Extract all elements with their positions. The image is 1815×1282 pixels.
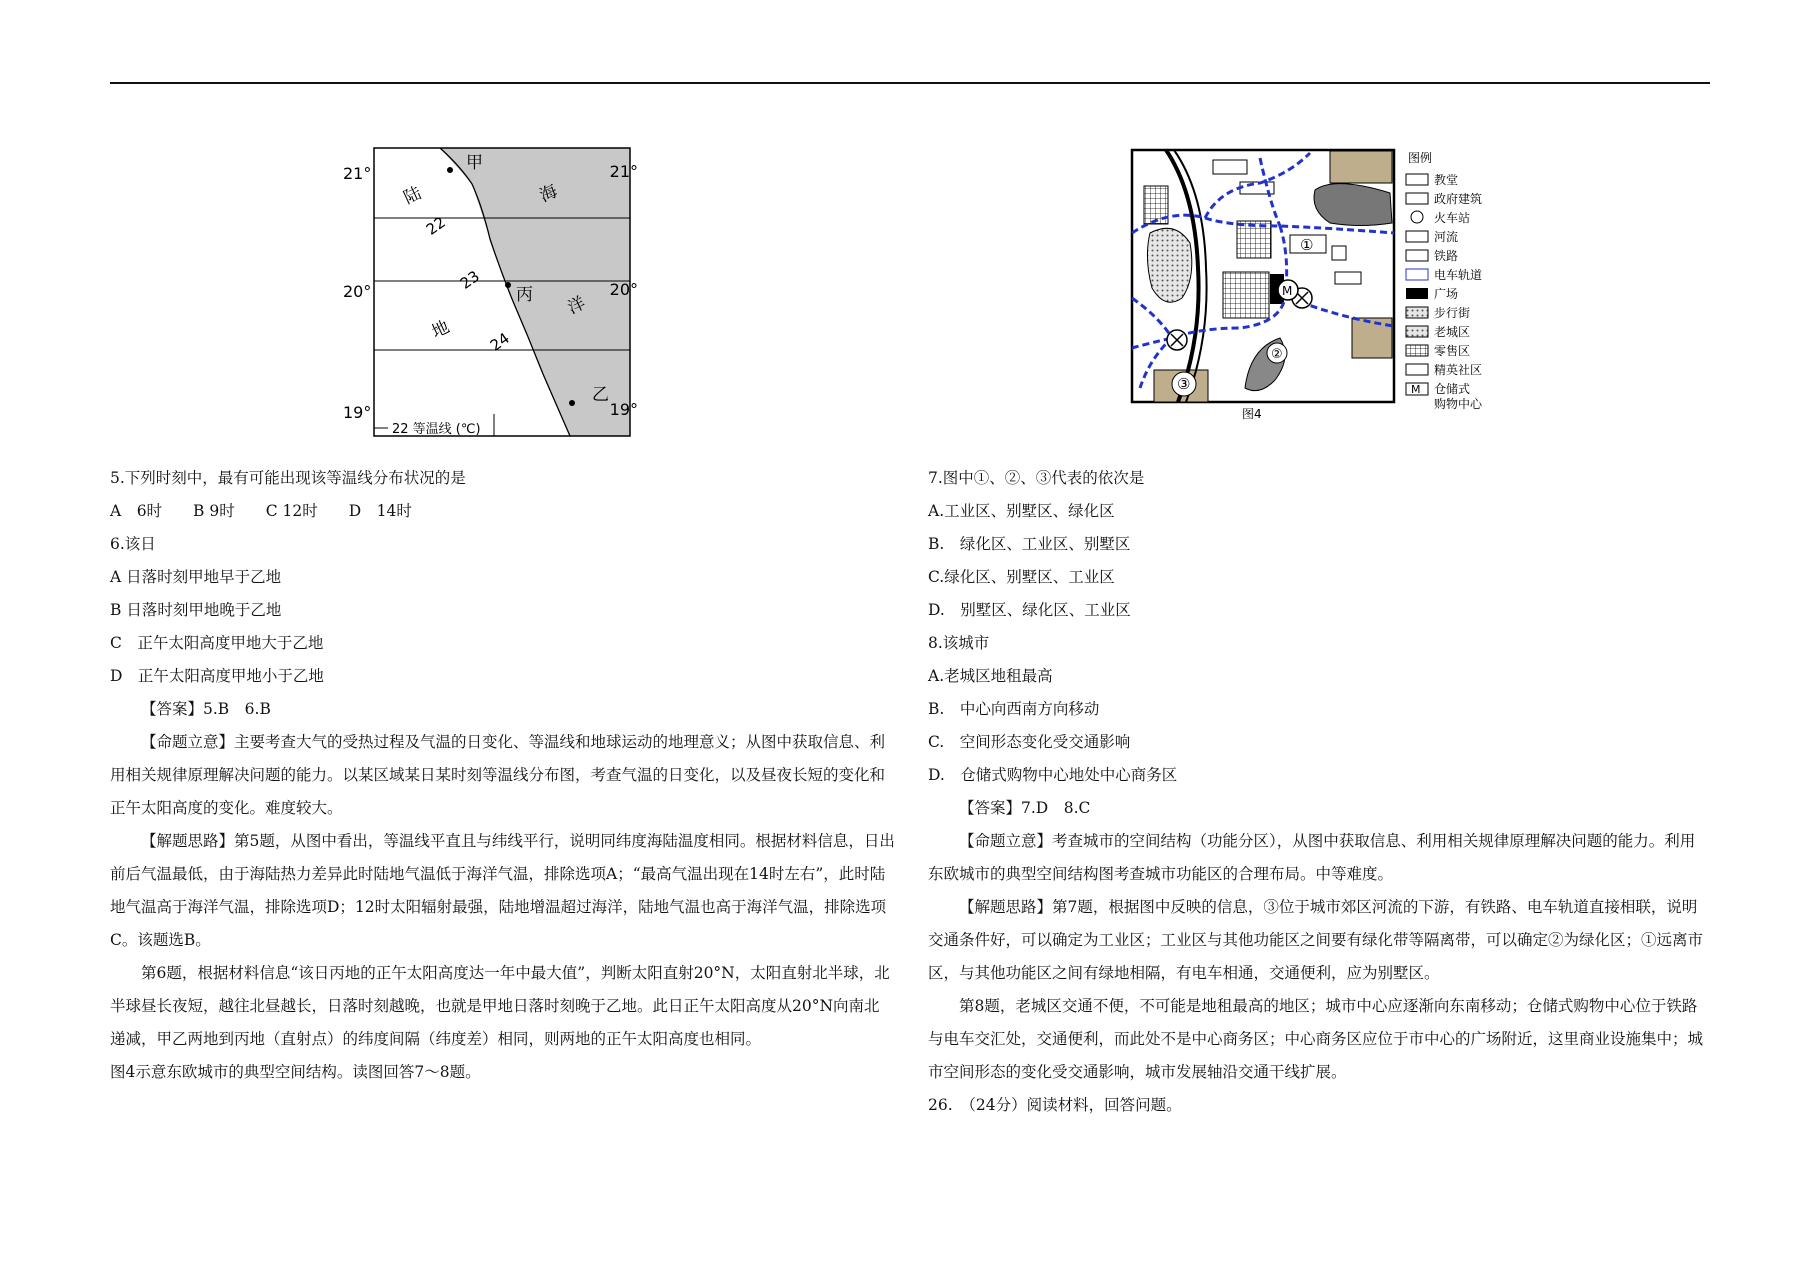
legend-item: 河流 xyxy=(1434,230,1459,244)
question-8-option-a: A.老城区地租最高 xyxy=(928,667,1053,685)
legend-item: 电车轨道 xyxy=(1434,268,1483,282)
question-8: 8.该城市 xyxy=(928,634,990,652)
lat-label: 20° xyxy=(609,280,638,299)
isotherm-map xyxy=(340,144,640,440)
solution-paragraph-q8: 第8题，老城区交通不便，不可能是地租最高的地区；城市中心应逐渐向东南移动；仓储式购物中心位于铁路与电车交汇处，交通便利，而此处不是中心商务区；中心商务区应位于市中心的广场附近，这里商业设施集中；城市空间形态的变化受交通影响，城市发展轴沿交通干线扩展。 xyxy=(928,997,1704,1081)
question-7-option-a: A.工业区、别墅区、绿化区 xyxy=(928,502,1115,520)
place-label: 乙 xyxy=(592,385,609,405)
question-7-option-d: D. 别墅区、绿化区、工业区 xyxy=(928,601,1131,619)
place-label: 陆 xyxy=(400,183,425,209)
lat-label: 20° xyxy=(343,282,372,301)
question-6: 6.该日 xyxy=(110,535,156,553)
legend-item: 老城区 xyxy=(1434,325,1471,339)
intent-paragraph: 【命题立意】考查城市的空间结构（功能分区），从图中获取信息、利用相关规律原理解决问题的能力。利用东欧城市的典型空间结构图考查城市功能区的合理布局。中等难度。 xyxy=(928,832,1696,883)
legend-item: 购物中心 xyxy=(1434,397,1483,411)
question-7: 7.图中①、②、③代表的依次是 xyxy=(928,469,1145,487)
lat-label: 19° xyxy=(343,403,372,422)
legend-item: 步行街 xyxy=(1434,306,1471,320)
place-label: 海 xyxy=(536,181,561,207)
legend-item: 教堂 xyxy=(1434,173,1459,187)
intro-text: 图4示意东欧城市的典型空间结构。读图回答7～8题。 xyxy=(110,1063,481,1081)
intent-paragraph: 【命题立意】主要考查大气的受热过程及气温的日变化、等温线和地球运动的地理意义；从图中获取信息、利用相关规律原理解决问题的能力。以某区域某日某时刻等温线分布图，考查气温的日变化，以及昼夜长短的变化和正午太阳高度的变化。难度较大。 xyxy=(110,733,886,817)
place-label: 地 xyxy=(428,317,453,343)
zone-marker: ③ xyxy=(1177,375,1191,393)
solution-paragraph-q6: 第6题，根据材料信息“该日丙地的正午太阳高度达一年中最大值”，判断太阳直射20°N，太阳直射北半球，北半球昼长夜短，越往北昼越长，日落时刻越晚，也就是甲地日落时刻晚于乙地。此日正午太阳高度从20°N向南北递减，甲乙两地到丙地（直射点）的纬度间隔（纬度差）相同，则两地的正午太阳高度也相同。 xyxy=(110,964,890,1048)
zone-marker: ① xyxy=(1300,236,1314,254)
lat-label: 21° xyxy=(609,162,638,181)
isotherm-label: 22 xyxy=(422,213,449,239)
question-6-option-c: C 正午太阳高度甲地大于乙地 xyxy=(110,634,324,652)
answer: 【答案】7.D 8.C xyxy=(959,799,1091,817)
shopping-center-marker: M xyxy=(1282,284,1293,298)
question-6-option-b: B 日落时刻甲地晚于乙地 xyxy=(110,601,282,619)
legend-item: 铁路 xyxy=(1434,249,1459,263)
question-8-option-c: C. 空间形态变化受交通影响 xyxy=(928,733,1131,751)
legend-item: 精英社区 xyxy=(1434,363,1483,377)
svg-text:M: M xyxy=(1411,383,1421,396)
lat-label: 19° xyxy=(609,400,638,419)
city-structure-map xyxy=(1130,148,1490,423)
legend-title: 图例 xyxy=(1408,151,1433,165)
zone-marker: ② xyxy=(1271,347,1283,362)
right-column xyxy=(928,462,1710,1122)
place-label: 丙 xyxy=(516,285,533,305)
question-5-options: A 6时 B 9时 C 12时 D 14时 xyxy=(110,502,412,520)
legend-item: 火车站 xyxy=(1434,211,1471,225)
answer: 【答案】5.B 6.B xyxy=(141,700,271,718)
left-column xyxy=(110,462,895,1089)
question-7-option-b: B. 绿化区、工业区、别墅区 xyxy=(928,535,1131,553)
question-8-option-d: D. 仓储式购物中心地处中心商务区 xyxy=(928,766,1178,784)
question-8-option-b: B. 中心向西南方向移动 xyxy=(928,700,1100,718)
question-26: 26. （24分）阅读材料，回答问题。 xyxy=(928,1096,1182,1114)
place-label: 甲 xyxy=(466,153,483,173)
isotherm-label: 24 xyxy=(486,329,513,355)
solution-paragraph: 【解题思路】第7题，根据图中反映的信息，③位于城市郊区河流的下游，有铁路、电车轨道直接相联，说明交通条件好，可以确定为工业区；工业区与其他功能区之间要有绿化带等隔离带，可以确定②为绿化区；①远离市区，与其他功能区之间有绿地相隔，有电车相通，交通便利，应为别墅区。 xyxy=(928,898,1704,982)
legend-item: 仓储式 xyxy=(1434,382,1471,396)
question-5: 5.下列时刻中，最有可能出现该等温线分布状况的是 xyxy=(110,469,466,487)
legend-item: 广场 xyxy=(1434,287,1459,301)
question-6-option-d: D 正午太阳高度甲地小于乙地 xyxy=(110,667,324,685)
legend-label: 22 等温线 (℃) xyxy=(392,422,481,437)
place-label: 洋 xyxy=(564,293,589,319)
legend-item: 零售区 xyxy=(1434,344,1471,358)
legend-item: 政府建筑 xyxy=(1434,192,1483,206)
lat-label: 21° xyxy=(343,164,372,183)
solution-paragraph: 【解题思路】第5题，从图中看出，等温线平直且与纬线平行，说明同纬度海陆温度相同。根据材料信息，日出前后气温最低，由于海陆热力差异此时陆地气温低于海洋气温，排除选项A；“最高气温出现在14时左右”，此时陆地气温高于海洋气温，排除选项D；12时太阳辐射最强，陆地增温超过海洋，陆地气温也高于海洋气温，排除选项C。该题选B。 xyxy=(110,832,895,949)
figure-caption: 图4 xyxy=(1242,407,1262,421)
isotherm-label: 23 xyxy=(456,267,483,293)
question-7-option-c: C.绿化区、别墅区、工业区 xyxy=(928,568,1115,586)
header-rule xyxy=(110,82,1710,84)
question-6-option-a: A 日落时刻甲地早于乙地 xyxy=(110,568,282,586)
